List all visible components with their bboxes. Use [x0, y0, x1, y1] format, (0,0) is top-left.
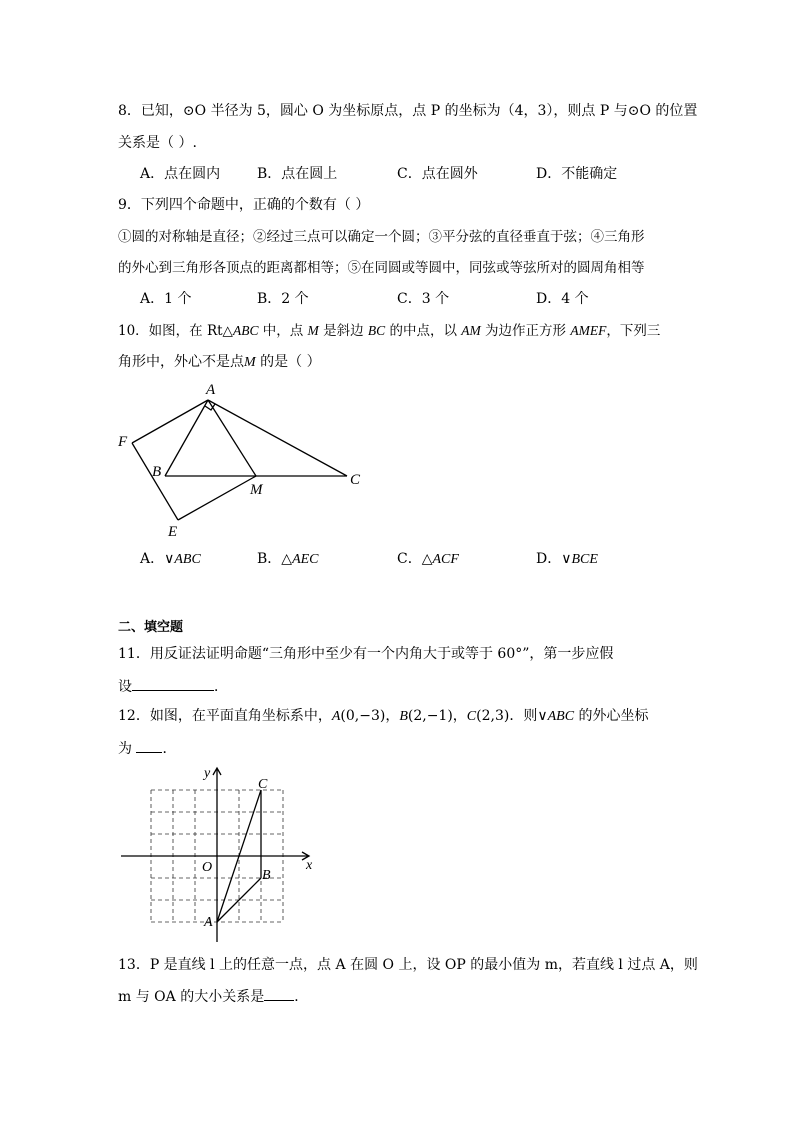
q10-line1: 10．如图，在 Rt△ABC 中，点 M 是斜边 BC 的中点，以 AM 为边作正方形 AMEF，下列三	[118, 323, 661, 339]
answer-blank	[132, 676, 214, 691]
segment-am	[208, 400, 256, 476]
section-title: 二、填空题	[118, 620, 184, 635]
q8-option-b: B．点在圆上	[257, 166, 338, 182]
label-c: C	[350, 472, 361, 488]
q8-option-a: A．点在圆内	[140, 166, 221, 182]
label-y: y	[204, 766, 211, 781]
q10-option-b: B．△AEC	[257, 551, 319, 567]
q9-option-b: B．2 个	[257, 291, 309, 307]
q9-line1: 9．下列四个命题中，正确的个数有（ ）	[118, 197, 370, 213]
q11-line1: 11．用反证法证明命题“三角形中至少有一个内角大于或等于 60°”，第一步应假	[118, 646, 614, 662]
label-e: E	[168, 524, 178, 540]
segment-ef	[132, 443, 178, 520]
q10-option-a: A．∨ABC	[140, 551, 201, 567]
q9-option-d: D．4 个	[536, 291, 589, 307]
label-m: M	[250, 482, 263, 498]
q10-figure	[110, 378, 370, 543]
q12-line1: 12．如图，在平面直角坐标系中，A(0,−3)，B(2,−1)，C(2,3)．则∨ABC 的外心坐标	[118, 708, 649, 724]
q9-option-a: A．1 个	[140, 291, 192, 307]
q10-option-c: C．△ACF	[397, 551, 459, 567]
q13-line2: m 与 OA 的大小关系是 ．	[118, 986, 308, 1007]
label-b: B	[262, 868, 271, 883]
q8-line1: 8．已知，⊙O 半径为 5，圆心 O 为坐标原点，点 P 的坐标为（4，3），则点 P 与⊙O 的位置	[118, 103, 698, 119]
label-a: A	[204, 915, 213, 930]
q9-line2: ①圆的对称轴是直径；②经过三点可以确定一个圆；③平分弦的直径垂直于弦；④三角形	[118, 229, 645, 245]
segment-fa	[132, 400, 208, 443]
label-b: B	[152, 464, 162, 480]
q9-option-c: C．3 个	[397, 291, 450, 307]
label-x: x	[306, 858, 313, 873]
answer-blank	[136, 738, 162, 753]
q11-line2: 设 ．	[118, 676, 228, 697]
label-a: A	[206, 382, 216, 398]
label-c: C	[258, 777, 268, 792]
q12-figure	[118, 763, 318, 945]
q8-option-d: D．不能确定	[536, 166, 618, 182]
answer-blank	[264, 986, 294, 1001]
q10-line2: 角形中，外心不是点M 的是（ ）	[118, 354, 321, 370]
q12-line2: 为 ．	[118, 738, 176, 759]
q10-option-d: D．∨BCE	[536, 551, 598, 567]
q13-line1: 13．P 是直线 l 上的任意一点，点 A 在圆 O 上，设 OP 的最小值为 m，若直线 l 过点 A，则	[118, 957, 698, 973]
segment-ab	[165, 400, 208, 476]
q8-line2: 关系是（ ）.	[118, 135, 197, 151]
label-f: F	[118, 434, 128, 450]
label-o: O	[202, 860, 213, 875]
segment-ac	[208, 400, 347, 476]
q8-option-c: C．点在圆外	[397, 166, 478, 182]
q9-line3: 的外心到三角形各顶点的距离都相等；⑤在同圆或等圆中，同弦或等弦所对的圆周角相等	[118, 260, 645, 276]
segment-me	[178, 476, 256, 520]
